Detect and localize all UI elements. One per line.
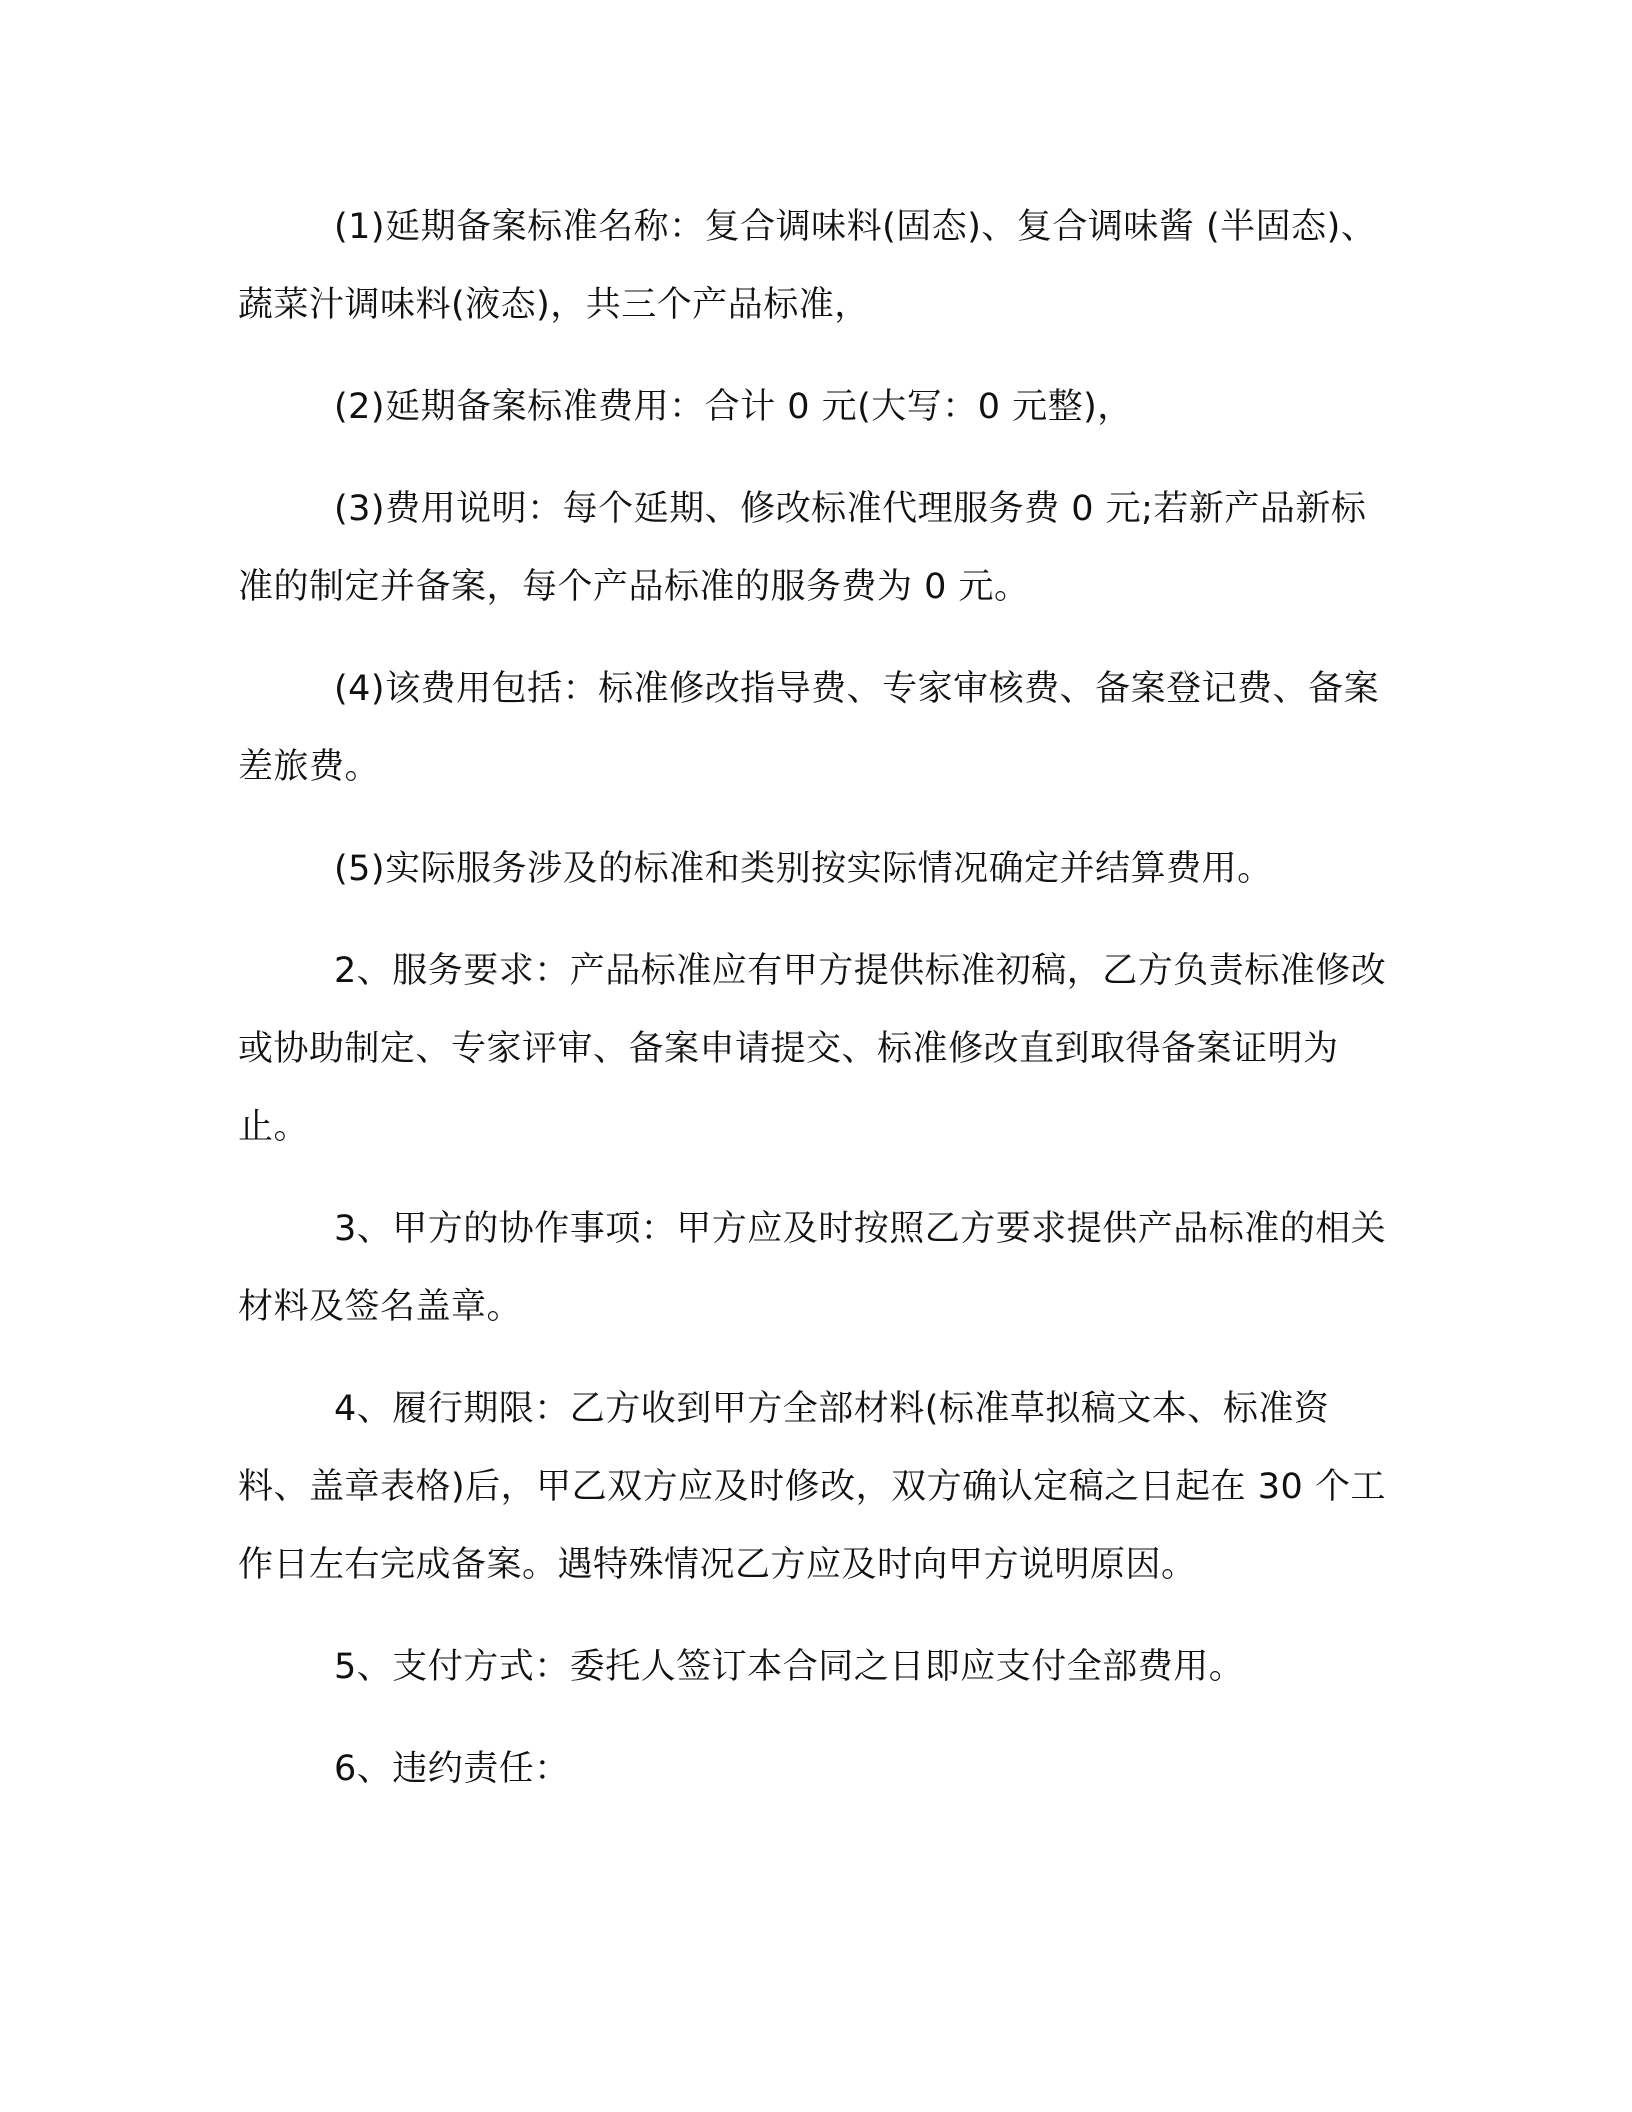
paragraph-fee-includes: (4)该费用包括：标准修改指导费、专家审核费、备案登记费、备案差旅费。	[238, 669, 1380, 787]
paragraph-fee-explanation: (3)费用说明：每个延期、修改标准代理服务费 0 元;若新产品新标准的制定并备案，每个产品标准的服务费为 0 元。	[238, 489, 1367, 607]
paragraph-standard-names: (1)延期备案标准名称：复合调味料(固态)、复合调味酱 (半固态)、蔬菜汁调味料(液态)，共三个产品标准，	[238, 207, 1377, 325]
paragraph-performance-period: 4、履行期限：乙方收到甲方全部材料(标准草拟稿文本、标准资料、盖章表格)后，甲乙双方应及时修改，双方确认定稿之日起在 30 个工作日左右完成备案。遇特殊情况乙方应及时向甲方说明原因。	[238, 1389, 1386, 1585]
document-body	[238, 188, 1398, 1832]
paragraph-payment-method: 5、支付方式：委托人签订本合同之日即应支付全部费用。	[334, 1647, 1245, 1687]
paragraph-standard-fee: (2)延期备案标准费用：合计 0 元(大写：0 元整)，	[334, 387, 1133, 427]
paragraph-actual-settlement: (5)实际服务涉及的标准和类别按实际情况确定并结算费用。	[334, 849, 1273, 889]
paragraph-breach-liability: 6、违约责任：	[334, 1749, 570, 1789]
paragraph-service-requirements: 2、服务要求：产品标准应有甲方提供标准初稿，乙方负责标准修改或协助制定、专家评审、备案申请提交、标准修改直到取得备案证明为止。	[238, 951, 1387, 1147]
paragraph-party-a-cooperation: 3、甲方的协作事项：甲方应及时按照乙方要求提供产品标准的相关材料及签名盖章。	[238, 1209, 1387, 1327]
